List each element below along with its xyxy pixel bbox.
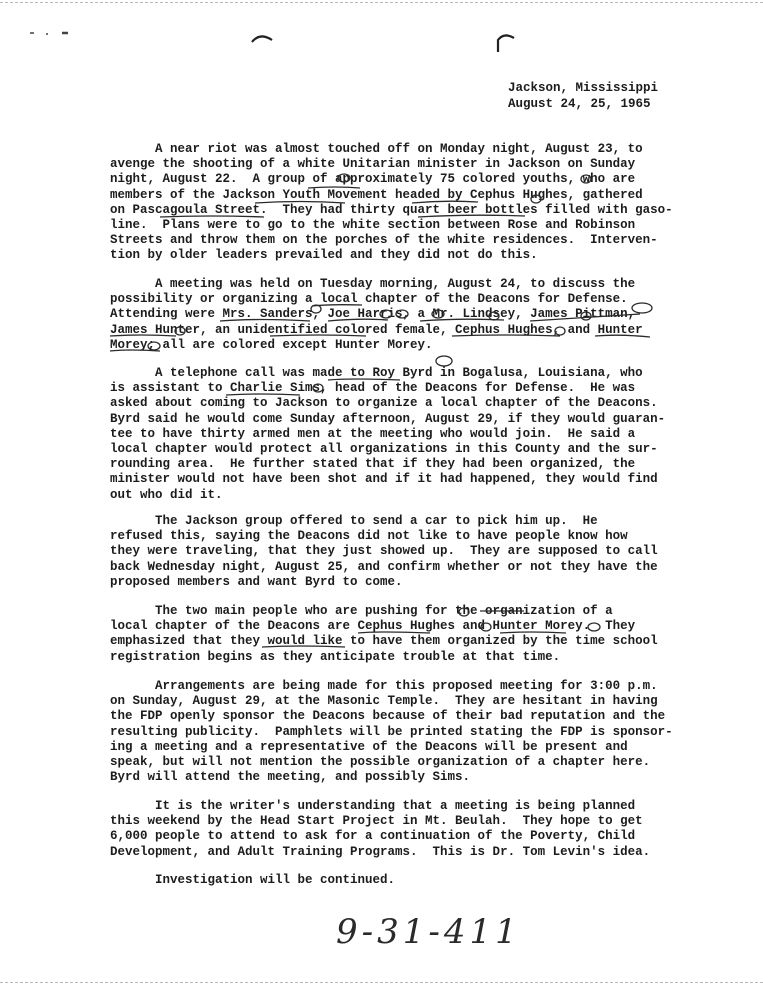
- header-dates: August 24, 25, 1965: [508, 97, 651, 111]
- paragraph-near-riot: [110, 142, 673, 264]
- text-line: Morey; all are colored except Hunter Morey.: [110, 337, 433, 352]
- handwritten-file-number: [336, 912, 521, 960]
- document-header: [508, 80, 658, 112]
- text-line: possibility or organizing a local chapter of the Deacons for Defense.: [110, 292, 628, 307]
- paragraph-car-offer: [110, 514, 670, 590]
- paragraph-meeting: [110, 277, 670, 353]
- text-line: ing a meeting and a representative of the Deacons will be present and: [110, 739, 628, 754]
- text-line: asked about coming to Jackson to organize a local chapter of the Deacons.: [110, 396, 658, 411]
- text-line: James Hunter, an unidentified colored female, Cephus Hughes, and Hunter: [110, 322, 643, 337]
- text-line: is assistant to Charlie Sims, head of the Deacons for Defense. He was: [110, 381, 636, 396]
- text-line: Development, and Adult Training Programs. This is Dr. Tom Levin's idea.: [110, 844, 651, 859]
- text-line: Attending were Mrs. Sanders, Joe Harris, a Mr. Lindsey, James Pittman,: [110, 307, 636, 322]
- text-line: Streets and throw them on the porches of the white residences. Interven-: [110, 233, 658, 248]
- text-line: members of the Jackson Youth Movement headed by Cephus Hughes, gathered: [110, 187, 643, 202]
- text-line: this weekend by the Head Start Project in Mt. Beulah. They hope to get: [110, 814, 643, 829]
- text-line: on Pascagoula Street. They had thirty quart beer bottles filled with gaso-: [110, 202, 673, 217]
- text-line: minister would not have been shot and if it had happened, they would find: [110, 472, 658, 487]
- text-line: the FDP openly sponsor the Deacons because of their bad reputation and the: [110, 709, 666, 724]
- circle-mark: [436, 356, 452, 366]
- text-line: night, August 22. A group of approximately 75 colored youths, who are: [110, 172, 636, 187]
- text-line: on Sunday, August 29, at the Masonic Temple. They are hesitant in having: [110, 694, 658, 709]
- scan-edge-bottom: [0, 982, 763, 983]
- text-line: line. Plans were to go to the white section between Rose and Robinson: [110, 218, 636, 233]
- text-line: tee to have thirty armed men at the meeting who would join. He said a: [110, 426, 636, 441]
- text-line: Byrd said he would come Sunday afternoon, August 29, if they would guaran-: [110, 411, 666, 426]
- paragraph-head-start: [110, 799, 670, 860]
- text-line: back Wednesday night, August 25, and confirm whether or not they have the: [110, 559, 658, 574]
- text-line: Investigation will be continued.: [110, 873, 396, 887]
- paragraph-main-people: [110, 604, 670, 665]
- scan-dash-marks: [28, 28, 88, 38]
- text-line: emphasized that they would like to have them organized by the time school: [110, 634, 658, 649]
- text-line: The two main people who are pushing for the organization of a: [110, 604, 613, 618]
- text-line: A meeting was held on Tuesday morning, August 24, to discuss the: [110, 277, 636, 291]
- text-line: A telephone call was made to Roy Byrd in Bogalusa, Louisiana, who: [110, 366, 643, 380]
- text-line: local chapter would protect all organizations in this County and the sur-: [110, 442, 658, 457]
- text-line: tion by older leaders prevailed and they did not do this.: [110, 248, 538, 263]
- file-number-text: 9-31-411: [336, 912, 521, 952]
- text-line: A near riot was almost touched off on Monday night, August 23, to: [110, 142, 643, 156]
- punch-mark-left: [250, 30, 276, 46]
- scan-edge-top: [0, 2, 763, 3]
- text-line: refused this, saying the Deacons did not like to have people know how: [110, 529, 628, 544]
- text-line: speak, but will not mention the possible organization of a chapter here.: [110, 755, 651, 770]
- text-line: Byrd will attend the meeting, and possibly Sims.: [110, 770, 471, 785]
- text-line: Arrangements are being made for this proposed meeting for 3:00 p.m.: [110, 679, 658, 693]
- punch-mark-right: [494, 32, 520, 54]
- text-line: avenge the shooting of a white Unitarian minister in Jackson on Sunday: [110, 157, 636, 172]
- paragraph-arrangements: [110, 679, 673, 785]
- text-line: registration begins as they anticipate trouble at that time.: [110, 649, 561, 664]
- paragraph-closing: [110, 873, 670, 888]
- text-line: proposed members and want Byrd to come.: [110, 574, 403, 589]
- text-line: rounding area. He further stated that if they had been organized, the: [110, 457, 636, 472]
- scan-marks: [28, 28, 88, 42]
- header-location: Jackson, Mississippi: [508, 81, 659, 95]
- paragraph-telephone-call: [110, 366, 670, 503]
- text-line: 6,000 people to attend to ask for a continuation of the Poverty, Child: [110, 829, 636, 844]
- text-line: The Jackson group offered to send a car to pick him up. He: [110, 514, 598, 528]
- text-line: out who did it.: [110, 487, 223, 502]
- text-line: resulting publicity. Pamphlets will be printed stating the FDP is sponsor-: [110, 724, 673, 739]
- text-line: It is the writer's understanding that a meeting is being planned: [110, 799, 636, 813]
- text-line: they were traveling, that they just showed up. They are supposed to call: [110, 544, 658, 559]
- text-line: local chapter of the Deacons are Cephus Hughes and Hunter Morey. They: [110, 619, 636, 634]
